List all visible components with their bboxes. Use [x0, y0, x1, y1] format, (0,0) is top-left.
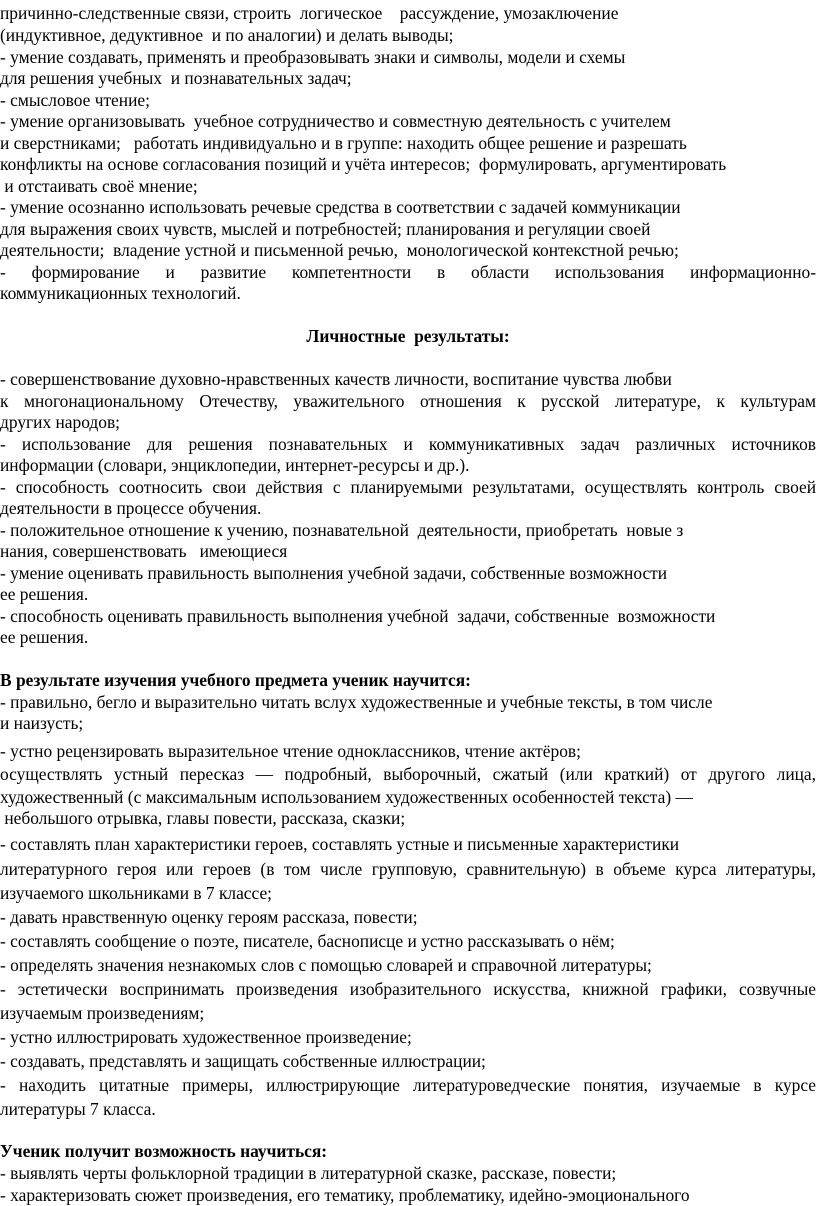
text-line: - эстетически воспринимать произведения изобразительного искусства, книжной графики, созвучные — [0, 979, 816, 999]
text-line: для выражения своих чувств, мыслей и потребностей; планирования и регуляции своей — [0, 219, 651, 239]
text-line: - устно иллюстрировать художественное произведение; — [0, 1027, 412, 1047]
text-line: литературы 7 класса. — [0, 1099, 156, 1119]
text-line: и отстаивать своё мнение; — [0, 176, 198, 196]
section-heading: В результате изучения учебного предмета ученик научится: — [0, 670, 471, 690]
text-line: литературного героя или героев (в том числе групповую, сравнительную) в объеме курса литературы, — [0, 859, 816, 879]
text-line: - составлять план характеристики героев, составлять устные и письменные характеристики — [0, 834, 680, 854]
text-line: - способность соотносить свои действия с планируемыми результатами, осуществлять контроль своей — [0, 477, 816, 497]
text-line: - правильно, бегло и выразительно читать вслух художественные и учебные тексты, в том числе — [0, 692, 713, 712]
text-line: конфликты на основе согласования позиций и учёта интересов; формулировать, аргументировать — [0, 154, 727, 174]
text-line: других народов; — [0, 412, 120, 432]
text-line: нания, совершенствовать имеющиеся — [0, 541, 288, 561]
text-line: небольшого отрывка, главы повести, рассказа, сказки; — [0, 808, 406, 828]
text-line: - находить цитатные примеры, иллюстрирующие литературоведческие понятия, изучаемые в курсе — [0, 1075, 816, 1095]
text-line: к многонациональному Отечеству, уважительного отношения к русской литературе, к культурам — [0, 391, 816, 411]
text-line: - создавать, представлять и защищать собственные иллюстрации; — [0, 1051, 486, 1071]
text-line: (индуктивное, дедуктивное и по аналогии) и делать выводы; — [0, 25, 454, 45]
text-line: художественный (с максимальным использованием художественных особенностей текста) — — [0, 787, 693, 807]
text-line: ее решения. — [0, 627, 89, 647]
text-line: - составлять сообщение о поэте, писателе, баснописце и устно рассказывать о нём; — [0, 931, 615, 951]
text-line: - характеризовать сюжет произведения, его тематику, проблематику, идейно-эмоционального — [0, 1185, 690, 1205]
text-line: изучаемого школьниками в 7 классе; — [0, 883, 272, 903]
text-line: - давать нравственную оценку героям рассказа, повести; — [0, 907, 418, 927]
text-line: деятельности; владение устной и письменной речью, монологической контекстной речью; — [0, 240, 679, 260]
text-line: - способность оценивать правильность выполнения учебной задачи, собственные возможности — [0, 606, 716, 626]
text-line: информации (словари, энциклопедии, интернет-ресурсы и др.). — [0, 455, 470, 475]
text-line: и наизусть; — [0, 713, 84, 733]
text-line: - устно рецензировать выразительное чтение одноклассников, чтение актёров; — [0, 741, 581, 761]
text-line: - использование для решения познавательных и коммуникативных задач различных источников — [0, 434, 816, 454]
text-line: и сверстниками; работать индивидуально и в группе: находить общее решение и разрешать — [0, 133, 687, 153]
text-line: коммуникационных технологий. — [0, 283, 241, 303]
section-heading: Ученик получит возможность научиться: — [0, 1141, 328, 1161]
text-line: для решения учебных и познавательных задач; — [0, 68, 352, 88]
text-line: изучаемым произведениям; — [0, 1003, 205, 1023]
text-line: - смысловое чтение; — [0, 90, 150, 110]
text-line: - умение создавать, применять и преобразовывать знаки и символы, модели и схемы — [0, 47, 626, 67]
text-line: - умение осознанно использовать речевые средства в соответствии с задачей коммуникации — [0, 197, 681, 217]
text-line: причинно-следственные связи, строить логическое рассуждение, умозаключение — [0, 3, 619, 23]
text-line: - умение организовывать учебное сотрудничество и совместную деятельность с учителем — [0, 111, 671, 131]
text-line: - совершенствование духовно-нравственных качеств личности, воспитание чувства любви — [0, 369, 672, 389]
text-line: осуществлять устный пересказ — подробный, выборочный, сжатый (или краткий) от другого лица, — [0, 764, 816, 784]
text-line: - выявлять черты фольклорной традиции в литературной сказке, рассказе, повести; — [0, 1163, 617, 1183]
text-line: - умение оценивать правильность выполнения учебной задачи, собственные возможности — [0, 563, 668, 583]
text-line: - положительное отношение к учению, познавательной деятельности, приобретать новые з — [0, 520, 684, 540]
text-line: ее решения. — [0, 584, 89, 604]
text-line: - определять значения незнакомых слов с помощью словарей и справочной литературы; — [0, 955, 652, 975]
text-line: деятельности в процессе обучения. — [0, 498, 262, 518]
text-line: - формирование и развитие компетентности в области использования информационно- — [0, 262, 816, 282]
section-heading: Личностные результаты: — [306, 326, 510, 346]
